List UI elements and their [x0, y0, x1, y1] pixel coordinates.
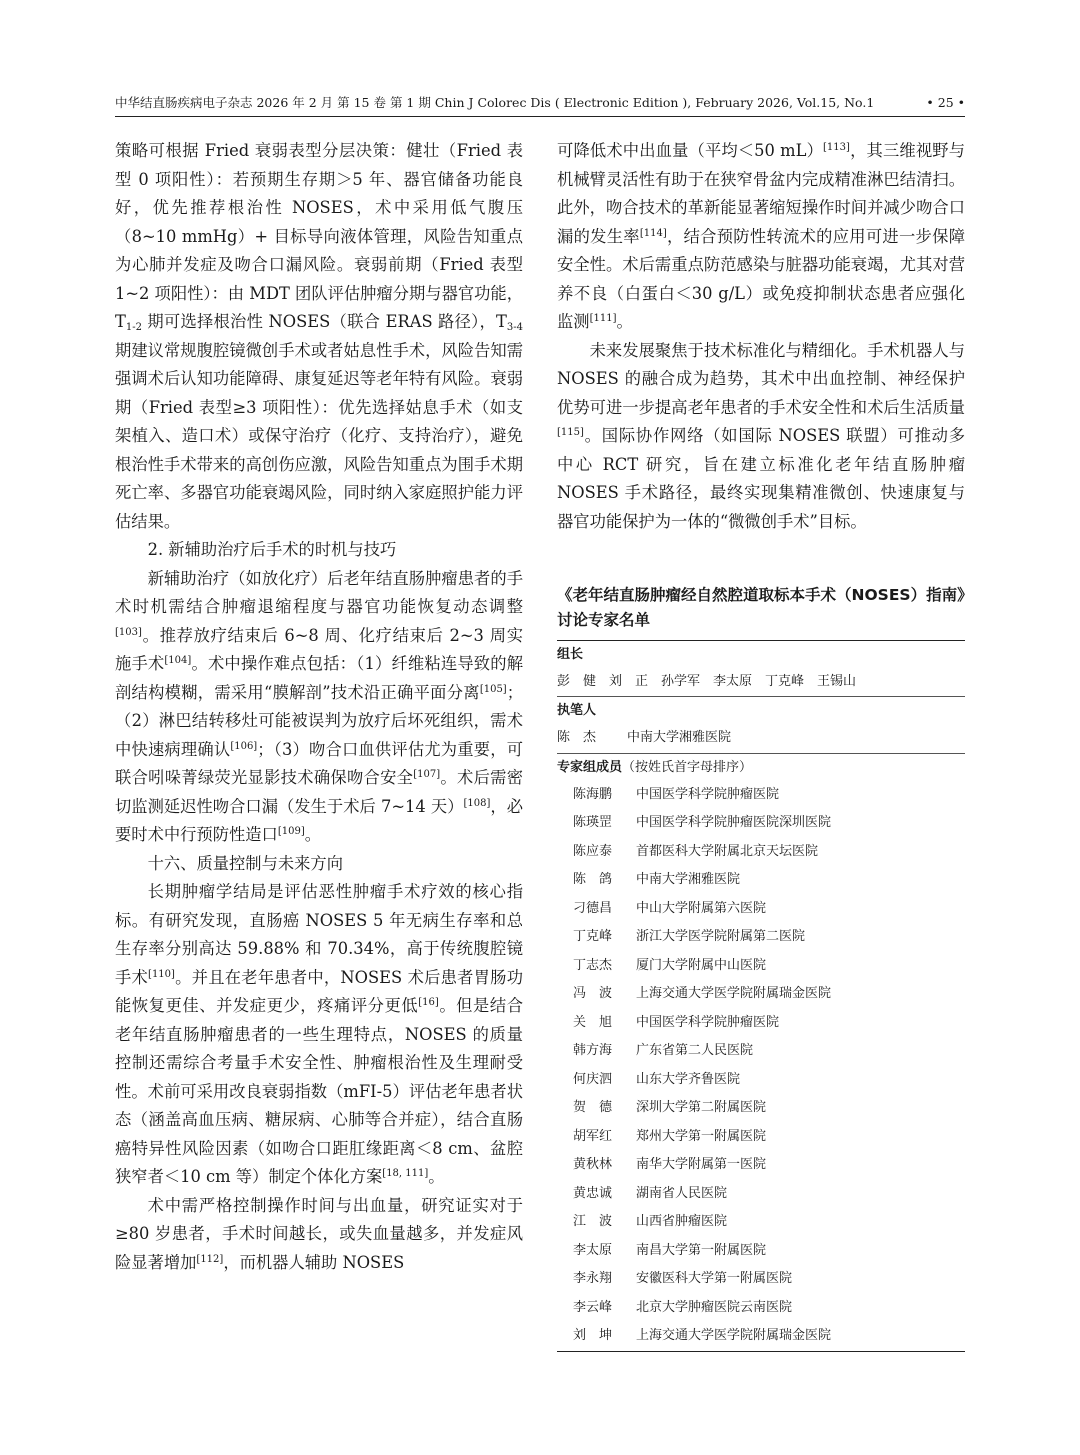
member-org: 首都医科大学附属北京天坛医院: [636, 843, 819, 859]
members-note: （按姓氏首字母排序）: [622, 759, 753, 775]
member-name: 黄秋林: [573, 1157, 613, 1172]
section-heading-2: 2. 新辅助治疗后手术的时机与技巧: [147, 540, 397, 559]
members-label: 专家组成员: [557, 759, 623, 775]
member-name: 黄忠诚: [573, 1185, 613, 1201]
member-row: [557, 866, 965, 895]
member-org: 中山大学附属第六医院: [636, 900, 767, 916]
member-row: [557, 838, 965, 867]
journal-header: 中华结直肠疾病电子杂志 2026 年 2 月 第 15 卷 第 1 期 Chin J Colorec Dis ( Electronic Edition ), February 2026, Vol.15, No.1: [115, 95, 875, 110]
member-row: [557, 1009, 965, 1038]
expert-list-title: 《老年结直肠肿瘤经自然腔道取标本手术（NOSES）指南》讨论专家名单: [557, 586, 965, 629]
member-name: 陈瑛罡: [573, 815, 613, 830]
member-org: 郑州大学第一附属医院: [636, 1128, 767, 1144]
member-org: 厦门大学附属中山医院: [636, 957, 767, 973]
members-label-row: [557, 754, 965, 781]
leader-label: 组长: [557, 647, 584, 662]
member-row: [557, 1294, 965, 1323]
member-name: 胡军红: [573, 1128, 613, 1144]
paragraph-future: 未来发展聚焦于技术标准化与精细化。手术机器人与 NOSES 的融合成为趋势，其术中出血控制、神经保护优势可进一步提高老年患者的手术安全性和术后生活质量[115]。国际协作网络（如国际 NOSES 联盟）可推动多中心 RCT 研究，旨在建立标准化老年结直肠肿瘤 NOSES 手术路径，最终实现集精准微创、快速康复与器官功能保护为一体的“微微创手术”目标。: [557, 340, 965, 531]
left-column: [115, 137, 523, 1277]
member-row: [557, 952, 965, 981]
member-org: 湖南省人民医院: [636, 1185, 728, 1201]
member-org: 中南大学湘雅医院: [636, 872, 741, 887]
member-org: 广东省第二人民医院: [636, 1043, 754, 1058]
member-org: 南华大学附属第一医院: [636, 1157, 767, 1172]
member-row: [557, 1322, 965, 1351]
member-row: [557, 1180, 965, 1209]
member-org: 安徽医科大学第一附属医院: [636, 1271, 793, 1286]
member-name: 陈 鸽: [573, 872, 613, 887]
member-name: 贺 德: [573, 1100, 613, 1115]
member-row: [557, 895, 965, 924]
member-name: 何庆泗: [573, 1071, 613, 1087]
header-rule: [115, 116, 965, 117]
member-row: [557, 923, 965, 952]
member-org: 山东大学齐鲁医院: [636, 1071, 741, 1087]
member-name: 李云峰: [573, 1299, 613, 1315]
member-name: 江 波: [573, 1214, 613, 1229]
table-bottom-rule: [557, 1351, 965, 1352]
member-row: [557, 980, 965, 1009]
member-org: 上海交通大学医学院附属瑞金医院: [636, 986, 832, 1001]
member-row: [557, 1123, 965, 1152]
member-org: 北京大学肿瘤医院云南医院: [636, 1299, 793, 1315]
writer-name: 陈 杰: [557, 730, 597, 745]
right-column: [557, 137, 965, 536]
member-name: 韩方海: [573, 1043, 613, 1058]
member-name: 丁志杰: [573, 957, 613, 973]
member-row: [557, 1237, 965, 1266]
member-name: 陈海鹏: [573, 786, 613, 802]
section-heading-16: 十六、质量控制与未来方向: [147, 853, 343, 873]
paragraph-quality: 长期肿瘤学结局是评估恶性肿瘤手术疗效的核心指标。有研究发现，直肠癌 NOSES 5 年无病生存率和总生存率分别高达 59.88% 和 70.34%，高于传统腹腔镜手术[110]。并且在老年患者中，NOSES 术后患者胃肠功能恢复更佳、并发症更少，疼痛评分更低[16]。但是结合老年结直肠肿瘤患者的一些生理特点，NOSES 的质量控制还需综合考量手术安全性、肿瘤根治性及生理耐受性。术前可采用改良衰弱指数（mFI-5）评估老年患者状态（涵盖高血压病、糖尿病、心肺等合并症），结合直肠癌特异性风险因素（如吻合口距肛缘距离＜8 cm、盆腔狭窄者＜10 cm 等）制定个体化方案[18, 111]。: [115, 882, 523, 1186]
writer-org: 中南大学湘雅医院: [627, 730, 732, 745]
page-number: • 25 •: [926, 95, 965, 110]
member-row: [557, 1151, 965, 1180]
member-row: [557, 1094, 965, 1123]
member-row: [557, 809, 965, 838]
member-name: 刁德昌: [573, 900, 613, 916]
paragraph-robot: 可降低术中出血量（平均＜50 mL）[113]，其三维视野与机械臂灵活性有助于在狭窄骨盆内完成精准淋巴结清扫。此外，吻合技术的革新能显著缩短操作时间并减少吻合口漏的发生率[114]，结合预防性转流术的应用可进一步保障安全性。术后需重点防范感染与脏器功能衰竭，尤其对营养不良（白蛋白＜30 g/L）或免疫抑制状态患者应强化监测[111]。: [557, 141, 965, 331]
member-org: 南昌大学第一附属医院: [636, 1242, 767, 1258]
member-row: [557, 1265, 965, 1294]
member-name: 刘 坤: [573, 1328, 613, 1343]
member-org: 上海交通大学医学院附属瑞金医院: [636, 1328, 832, 1343]
writer-row: [557, 724, 965, 753]
member-name: 冯 波: [573, 986, 613, 1001]
leader-names: 彭 健 刘 正 孙学军 李太原 丁克峰 王锡山: [557, 674, 857, 689]
paragraph-intraop: 术中需严格控制操作时间与出血量，研究证实对于≥80 岁患者，手术时间越长，或失血量越多，并发症风险显著增加[112]，而机器人辅助 NOSES: [115, 1195, 523, 1272]
member-org: 山西省肿瘤医院: [636, 1214, 728, 1229]
member-org: 浙江大学医学院附属第二医院: [636, 929, 806, 944]
members-list: [557, 781, 965, 1351]
member-org: 中国医学科学院肿瘤医院深圳医院: [636, 815, 832, 830]
member-org: 深圳大学第二附属医院: [636, 1100, 767, 1115]
member-row: [557, 1066, 965, 1095]
member-row: [557, 1037, 965, 1066]
member-org: 中国医学科学院肿瘤医院: [636, 786, 780, 802]
member-row: [557, 1208, 965, 1237]
member-name: 陈应泰: [573, 843, 613, 859]
member-name: 丁克峰: [573, 929, 613, 944]
paragraph-fried: 策略可根据 Fried 衰弱表型分层决策：健壮（Fried 表型 0 项阳性）：若预期生存期＞5 年、器官储备功能良好，优先推荐根治性 NOSES，术中采用低气腹压（8~10 mmHg）+ 目标导向液体管理，风险告知重点为心肺并发症及吻合口漏风险。衰弱前期（Fried 表型 1~2 项阳性）：由 MDT 团队评估肿瘤分期与器官功能，$T_{1-2}$ 期可选择根治性 NOSES（联合 ERAS 路径），$T_{3-4}$ 期建议常规腹腔镜微创手术或者姑息性手术，风险告知需强调术后认知功能障碍、康复延迟等老年特有风险。衰弱期（Fried 表型≥3 项阳性）：优先选择姑息手术（如支架植入、造口术）或保守治疗（化疗、支持治疗），避免根治性手术带来的高创伤应激，风险告知重点为围手术期死亡率、多器官功能衰竭风险，同时纳入家庭照护能力评估结果。: [115, 141, 523, 531]
expert-list: [557, 583, 965, 1352]
page-header: [115, 92, 965, 114]
member-name: 李太原: [573, 1242, 613, 1258]
member-name: 关 旭: [573, 1014, 613, 1030]
member-name: 李永翔: [573, 1271, 613, 1286]
member-org: 中国医学科学院肿瘤医院: [636, 1014, 780, 1030]
member-row: [557, 781, 965, 810]
paragraph-neoadjuvant: 新辅助治疗（如放化疗）后老年结直肠肿瘤患者的手术时机需结合肿瘤退缩程度与器官功能恢复动态调整[103]。推荐放疗结束后 6~8 周、化疗结束后 2~3 周实施手术[104]。术中操作难点包括：（1）纤维粘连导致的解剖结构模糊，需采用“膜解剖”技术沿正确平面分离[105]；（2）淋巴结转移灶可能被误判为放疗后坏死组织，需术中快速病理确认[106]；（3）吻合口血供评估尤为重要，可联合吲哚菁绿荧光显影技术确保吻合安全[107]。术后需密切监测延迟性吻合口漏（发生于术后 7~14 天）[108]，必要时术中行预防性造口[109]。: [115, 568, 523, 844]
writer-label: 执笔人: [557, 703, 597, 718]
